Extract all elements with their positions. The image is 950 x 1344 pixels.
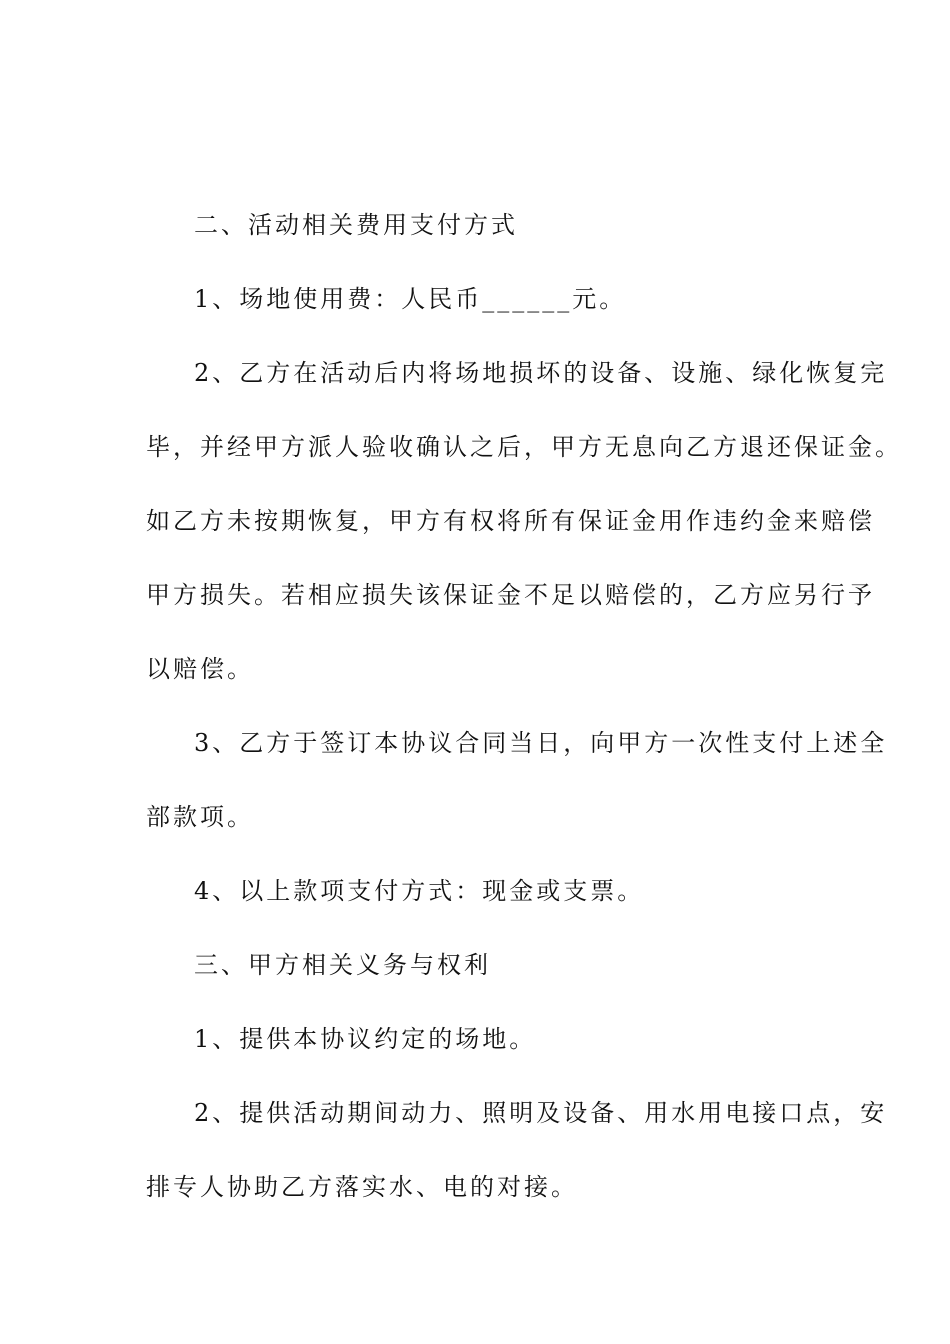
- section-heading-obligations: 三、甲方相关义务与权利: [194, 951, 491, 979]
- paragraph-line: 2、提供活动期间动力、照明及设备、用水用电接口点，安: [194, 1099, 888, 1127]
- paragraph-line: 排专人协助乙方落实水、电的对接。: [146, 1173, 578, 1201]
- paragraph-line: 如乙方未按期恢复，甲方有权将所有保证金用作违约金来赔偿: [146, 507, 875, 535]
- paragraph-line: 部款项。: [146, 803, 254, 831]
- paragraph-line: 3、乙方于签订本协议合同当日，向甲方一次性支付上述全: [194, 729, 888, 757]
- paragraph-line: 甲方损失。若相应损失该保证金不足以赔偿的，乙方应另行予: [146, 581, 875, 609]
- paragraph-line: 毕，并经甲方派人验收确认之后，甲方无息向乙方退还保证金。: [146, 433, 902, 461]
- paragraph-line: 1、场地使用费：人民币______元。: [194, 285, 627, 313]
- paragraph-line: 以赔偿。: [146, 655, 254, 683]
- paragraph-line: 2、乙方在活动后内将场地损坏的设备、设施、绿化恢复完: [194, 359, 888, 387]
- paragraph-line: 4、以上款项支付方式：现金或支票。: [194, 877, 645, 905]
- paragraph-line: 1、提供本协议约定的场地。: [194, 1025, 537, 1053]
- section-heading-payment: 二、活动相关费用支付方式: [194, 211, 518, 239]
- document-body: [146, 203, 902, 1239]
